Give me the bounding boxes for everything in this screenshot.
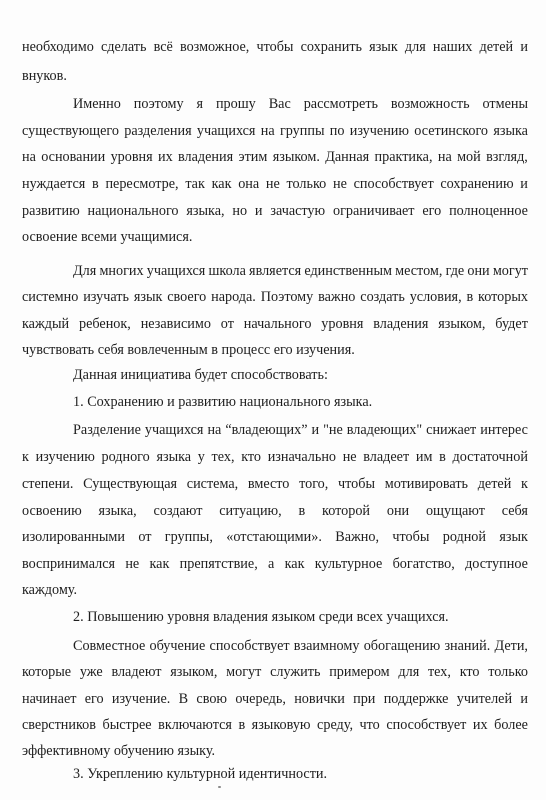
text-line: которые уже владеют языком, могут служить примером для тех, кто только (22, 664, 528, 680)
text-line: освоению языка, создают ситуацию, в которой они ощущают себя (22, 503, 528, 519)
list-heading: 1. Сохранению и развитию национального языка. (73, 394, 373, 410)
text-line: чувствовать себя вовлеченным в процесс его изучения. (22, 342, 355, 358)
text-line: освоение всеми учащимися. (22, 229, 193, 245)
scan-speck (218, 786, 221, 788)
text-line: каждому. (22, 582, 78, 598)
text-line: изолированными от группы, «отстающими». Важно, чтобы родной язык (22, 529, 528, 545)
text-line: степени. Существующая система, вместо того, чтобы мотивировать детей к (22, 476, 528, 492)
text-line: необходимо сделать всё возможное, чтобы сохранить язык для наших детей и (22, 39, 528, 55)
text-line: Для многих учащихся школа является единственным местом, где они могут (73, 263, 528, 279)
text-line: воспринимался не как препятствие, а как культурное богатство, доступное (22, 556, 528, 572)
text-line: развитию национального языка, но и зачастую ограничивает его полноценное (22, 203, 528, 219)
text-line: существующего разделения учащихся на группы по изучению осетинского языка (22, 123, 528, 139)
text-line: Данная инициатива будет способствовать: (73, 367, 328, 383)
text-line: Совместное обучение способствует взаимному обогащению знаний. Дети, (73, 638, 528, 654)
text-line: сверстников быстрее включаются в языковую среду, что способствует их более (22, 717, 528, 733)
text-line: системно изучать язык своего народа. Поэтому важно создать условия, в которых (22, 289, 528, 305)
list-heading: 2. Повышению уровня владения языком среди всех учащихся. (73, 609, 449, 625)
text-line: начинает его изучение. В свою очередь, новички при поддержке учителей и (22, 691, 528, 707)
text-line: эффективному обучению языку. (22, 743, 216, 759)
list-heading: 3. Укреплению культурной идентичности. (73, 766, 328, 782)
text-line: нуждается в пересмотре, так как она не только не способствует сохранению и (22, 176, 528, 192)
text-line: на основании уровня их владения этим языком. Данная практика, на мой взгляд, (22, 149, 528, 165)
text-line: Разделение учащихся на “владеющих” и "не владеющих" снижает интерес (73, 422, 528, 438)
text-line: к изучению родного языка у тех, кто изначально не владеет им в достаточной (22, 449, 528, 465)
text-line: Именно поэтому я прошу Вас рассмотреть возможность отмены (73, 96, 528, 112)
text-line: каждый ребенок, независимо от начального уровня владения языком, будет (22, 316, 528, 332)
text-line: внуков. (22, 68, 67, 84)
